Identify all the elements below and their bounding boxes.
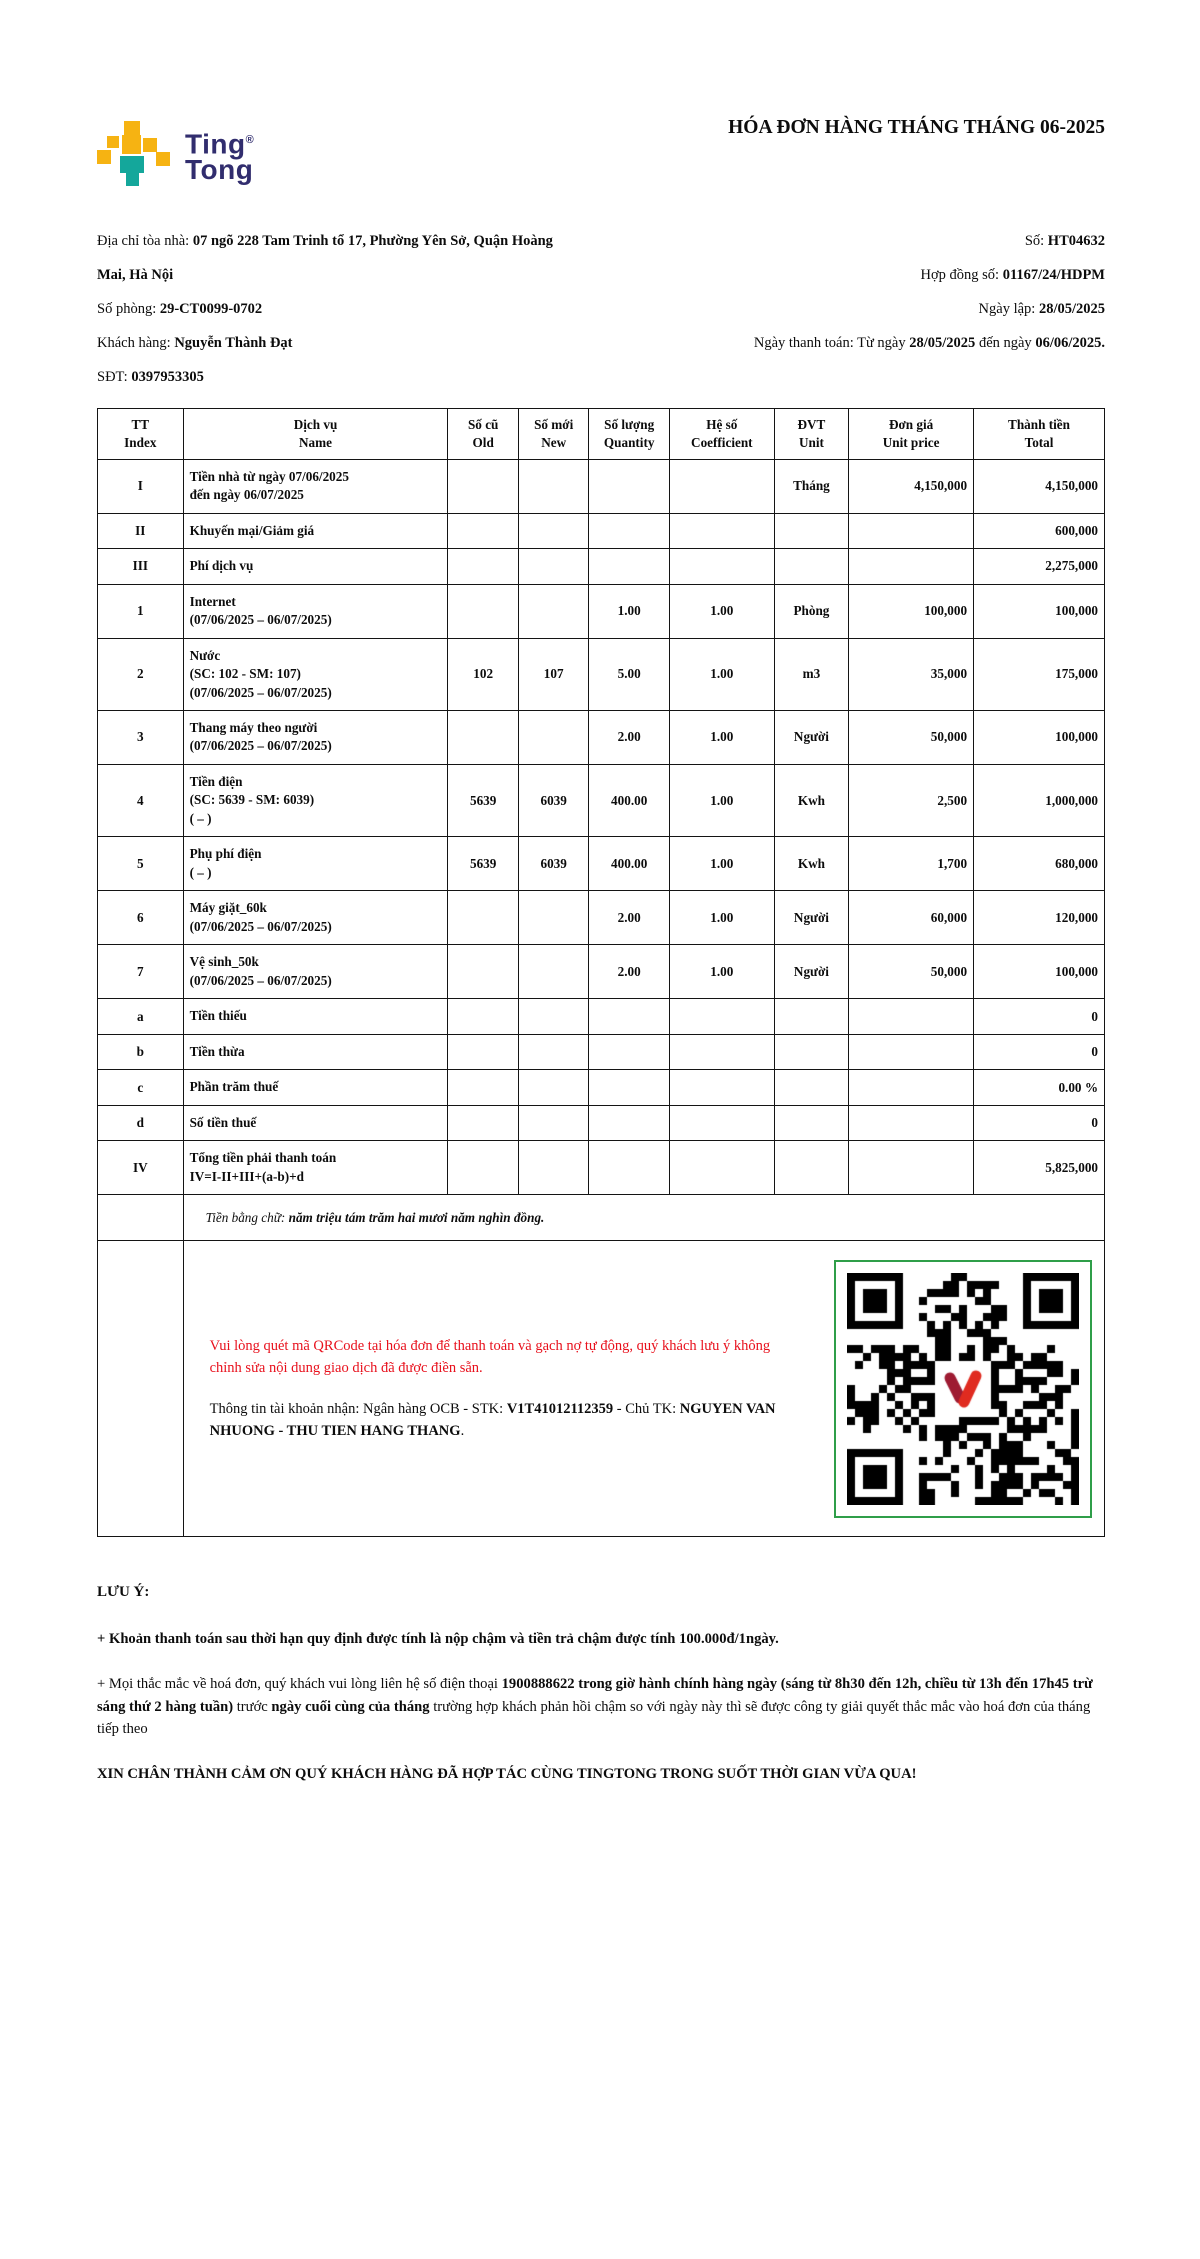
cell-coefficient: 1.00: [669, 837, 774, 891]
cell-unit-price: [849, 1141, 974, 1195]
cell-coefficient: [669, 549, 774, 584]
brand-line1: Ting: [185, 128, 246, 160]
info-line: [97, 360, 582, 394]
cell-quantity: 2.00: [589, 710, 670, 764]
payment-instructions: [194, 1335, 779, 1443]
cell-new: [518, 1105, 588, 1140]
cell-quantity: [589, 1034, 670, 1069]
cell-unit: [774, 1105, 849, 1140]
cell-new: [518, 999, 588, 1034]
cell-new: [518, 584, 588, 638]
cell-quantity: 5.00: [589, 638, 670, 710]
customer-info: [97, 224, 582, 394]
cell-coefficient: [669, 1070, 774, 1105]
cell-unit-price: 2,500: [849, 764, 974, 836]
footer-notes: [97, 1581, 1105, 1867]
cell-unit-price: 50,000: [849, 710, 974, 764]
cell-name: Phụ phí điện ( – ): [183, 837, 448, 891]
cell-new: [518, 513, 588, 548]
cell-coefficient: [669, 1105, 774, 1140]
cell-index: 6: [98, 891, 184, 945]
cell-name: Tiền thừa: [183, 1034, 448, 1069]
cell-unit: Kwh: [774, 837, 849, 891]
text-segment: NGUYEN VAN NHUONG - THU TIEN HANG THANG: [209, 1400, 776, 1440]
empty-cell: [98, 1195, 184, 1241]
column-header: Thành tiền Total: [974, 409, 1105, 460]
text-segment: Số phòng:: [97, 301, 160, 317]
cell-new: 6039: [518, 764, 588, 836]
cell-quantity: 1.00: [589, 584, 670, 638]
cell-index: III: [98, 549, 184, 584]
qr-cell: [183, 1241, 1104, 1537]
cell-old: [448, 945, 518, 999]
invoice-title: HÓA ĐƠN HÀNG THÁNG THÁNG 06-2025: [728, 117, 1105, 138]
text-segment: Ngày thanh toán: Từ ngày: [753, 335, 910, 351]
cell-coefficient: 1.00: [669, 584, 774, 638]
cell-name: Tiền thiếu: [183, 999, 448, 1034]
cell-old: [448, 1141, 518, 1195]
cell-unit: [774, 1034, 849, 1069]
cell-unit-price: [849, 549, 974, 584]
qr-warning-text: Vui lòng quét mã QRCode tại hóa đơn để thanh toán và gạch nợ tự động, quý khách lưu ý không chỉnh sửa nội dung giao dịch đã được điền sẵn.: [209, 1337, 771, 1377]
cell-name: Tiền nhà từ ngày 07/06/2025 đến ngày 06/07/2025: [183, 459, 448, 513]
text-segment: Hợp đồng số:: [920, 267, 1003, 283]
cell-total: 0: [974, 1034, 1105, 1069]
cell-index: 2: [98, 638, 184, 710]
hotline-note: [97, 1673, 1105, 1741]
cell-unit-price: [849, 513, 974, 548]
cell-coefficient: 1.00: [669, 638, 774, 710]
cell-unit: Người: [774, 891, 849, 945]
text-segment: trước: [233, 1698, 272, 1715]
text-segment: Tiền bằng chữ:: [205, 1209, 289, 1225]
cell-index: a: [98, 999, 184, 1034]
text-segment: Thông tin tài khoản nhận: Ngân hàng OCB - STK:: [209, 1400, 507, 1417]
column-header: Hệ số Coefficient: [669, 409, 774, 460]
cell-total: 600,000: [974, 513, 1105, 548]
text-segment: Địa chỉ tòa nhà:: [97, 233, 193, 249]
cell-total: 680,000: [974, 837, 1105, 891]
cell-new: [518, 710, 588, 764]
text-segment: 01167/24/HDPM: [1002, 267, 1105, 283]
table-row: [98, 513, 1105, 548]
cell-index: IV: [98, 1141, 184, 1195]
cell-new: [518, 891, 588, 945]
cell-new: [518, 1141, 588, 1195]
cell-unit: [774, 549, 849, 584]
cell-old: [448, 549, 518, 584]
amount-in-words: [190, 1210, 1098, 1226]
cell-unit-price: 4,150,000: [849, 459, 974, 513]
table-header: [98, 409, 1105, 460]
text-segment: đến ngày: [975, 335, 1036, 351]
table-row: [98, 638, 1105, 710]
table-row: [98, 837, 1105, 891]
cell-unit: m3: [774, 638, 849, 710]
cell-old: [448, 513, 518, 548]
info-line: [635, 292, 1105, 326]
cell-name: Phần trăm thuế: [183, 1070, 448, 1105]
cell-coefficient: [669, 1141, 774, 1195]
text-segment: HT04632: [1047, 233, 1105, 249]
cell-new: [518, 945, 588, 999]
cell-quantity: 2.00: [589, 945, 670, 999]
cell-quantity: [589, 1141, 670, 1195]
cell-old: [448, 891, 518, 945]
cell-old: [448, 584, 518, 638]
cell-name: Internet (07/06/2025 – 06/07/2025): [183, 584, 448, 638]
cell-new: 6039: [518, 837, 588, 891]
cell-unit: [774, 513, 849, 548]
qr-row: [98, 1241, 1105, 1537]
text-segment: Số:: [1024, 233, 1048, 249]
cell-total: 100,000: [974, 584, 1105, 638]
notes-heading: LƯU Ý:: [97, 1584, 150, 1601]
table-row: [98, 999, 1105, 1034]
cell-name: Số tiền thuế: [183, 1105, 448, 1140]
cell-index: d: [98, 1105, 184, 1140]
cell-quantity: 400.00: [589, 764, 670, 836]
table-row: [98, 459, 1105, 513]
table-row: [98, 584, 1105, 638]
late-payment-note: + Khoản thanh toán sau thời hạn quy định được tính là nộp chậm và tiền trả chậm được tính 100.000đ/1ngày.: [97, 1631, 779, 1648]
cell-new: [518, 459, 588, 513]
cell-index: 4: [98, 764, 184, 836]
cell-total: 5,825,000: [974, 1141, 1105, 1195]
cell-quantity: [589, 999, 670, 1034]
cell-unit-price: 50,000: [849, 945, 974, 999]
text-segment: ngày cuối cùng của tháng: [271, 1698, 430, 1715]
tingtong-logo-icon: [97, 121, 171, 189]
cell-new: [518, 549, 588, 584]
cell-unit: [774, 1141, 849, 1195]
text-segment: 29-CT0099-0702: [159, 301, 263, 317]
table-row: [98, 549, 1105, 584]
thank-you-note: XIN CHÂN THÀNH CẢM ƠN QUÝ KHÁCH HÀNG ĐÃ HỢP TÁC CÙNG TINGTONG TRONG SUỐT THỜI GIAN VỪA QUA!: [97, 1765, 917, 1782]
table-row: [98, 1105, 1105, 1140]
cell-index: 3: [98, 710, 184, 764]
cell-total: 1,000,000: [974, 764, 1105, 836]
column-header: Đơn giá Unit price: [849, 409, 974, 460]
cell-old: 102: [448, 638, 518, 710]
cell-quantity: [589, 459, 670, 513]
cell-old: [448, 999, 518, 1034]
cell-index: 5: [98, 837, 184, 891]
text-segment: 07 ngõ 228 Tam Trinh tổ 17, Phường Yên Sở, Quận Hoàng Mai, Hà Nội: [97, 233, 553, 283]
invoice-table: [97, 408, 1105, 1537]
cell-coefficient: 1.00: [669, 764, 774, 836]
cell-old: [448, 1105, 518, 1140]
amount-in-words-cell: [183, 1195, 1104, 1241]
cell-new: 107: [518, 638, 588, 710]
text-segment: 0397953305: [131, 369, 204, 385]
text-segment: 06/06/2025.: [1035, 335, 1105, 351]
info-line: [97, 326, 582, 360]
text-segment: 28/05/2025: [909, 335, 976, 351]
cell-total: 175,000: [974, 638, 1105, 710]
cell-name: Phí dịch vụ: [183, 549, 448, 584]
column-header: TT Index: [98, 409, 184, 460]
cell-new: [518, 1034, 588, 1069]
cell-total: 0: [974, 1105, 1105, 1140]
cell-name: Thang máy theo người (07/06/2025 – 06/07/2025): [183, 710, 448, 764]
info-line: [635, 258, 1105, 292]
cell-unit-price: [849, 1034, 974, 1069]
column-header: Số lượng Quantity: [589, 409, 670, 460]
cell-coefficient: [669, 999, 774, 1034]
cell-quantity: [589, 549, 670, 584]
table-header-row: [98, 409, 1105, 460]
cell-coefficient: [669, 513, 774, 548]
cell-index: b: [98, 1034, 184, 1069]
text-segment: năm triệu tám trăm hai mươi năm nghìn đồng.: [288, 1209, 545, 1225]
tingtong-logo: [97, 112, 254, 198]
bank-account-text: [210, 1398, 779, 1443]
column-header: Số cũ Old: [448, 409, 518, 460]
column-header: Số mới New: [518, 409, 588, 460]
cell-index: c: [98, 1070, 184, 1105]
cell-total: 4,150,000: [974, 459, 1105, 513]
text-segment: .: [460, 1423, 465, 1440]
info-line: [635, 224, 1105, 258]
text-segment: Nguyễn Thành Đạt: [174, 335, 293, 351]
cell-coefficient: 1.00: [669, 710, 774, 764]
cell-index: II: [98, 513, 184, 548]
text-segment: V1T41012112359: [506, 1400, 614, 1417]
cell-index: 7: [98, 945, 184, 999]
cell-total: 100,000: [974, 710, 1105, 764]
cell-unit-price: 1,700: [849, 837, 974, 891]
text-segment: + Mọi thắc mắc về hoá đơn, quý khách vui lòng liên hệ số điện thoại: [97, 1676, 502, 1693]
cell-name: Vệ sinh_50k (07/06/2025 – 06/07/2025): [183, 945, 448, 999]
cell-quantity: [589, 1070, 670, 1105]
cell-name: Máy giặt_60k (07/06/2025 – 06/07/2025): [183, 891, 448, 945]
cell-unit-price: [849, 1105, 974, 1140]
column-header: ĐVT Unit: [774, 409, 849, 460]
column-header: Dịch vụ Name: [183, 409, 448, 460]
cell-unit-price: 35,000: [849, 638, 974, 710]
cell-unit: Tháng: [774, 459, 849, 513]
cell-unit: [774, 999, 849, 1034]
cell-quantity: 2.00: [589, 891, 670, 945]
table-row: [98, 1034, 1105, 1069]
invoice-info: [97, 224, 1105, 394]
text-segment: Ngày lập:: [978, 301, 1039, 317]
cell-coefficient: [669, 459, 774, 513]
qr-code-frame: [834, 1260, 1092, 1518]
cell-new: [518, 1070, 588, 1105]
cell-coefficient: [669, 1034, 774, 1069]
cell-old: [448, 1034, 518, 1069]
table-row: [98, 1070, 1105, 1105]
table-row: [98, 710, 1105, 764]
registered-mark: ®: [245, 133, 255, 146]
brand-line2: Tong: [185, 154, 254, 186]
cell-name: Tổng tiền phải thanh toán IV=I-II+III+(a-b)+d: [183, 1141, 448, 1195]
text-segment: 1900888622 trong giờ hành chính hàng ngày (sáng từ 8h30 đến 12h, chiều từ 13h đến 17h45 trừ sáng thứ 2 hàng tuần): [97, 1676, 1093, 1715]
payment-qr-code: [847, 1273, 1079, 1505]
info-line: [635, 326, 1105, 360]
cell-total: 100,000: [974, 945, 1105, 999]
cell-old: 5639: [448, 837, 518, 891]
text-segment: trường hợp khách phản hồi chậm so với ngày này thì sẽ được công ty giải quyết thắc mắc vào hoá đơn của tháng tiếp theo: [97, 1698, 1091, 1738]
cell-unit-price: 100,000: [849, 584, 974, 638]
text-segment: SĐT:: [97, 369, 132, 385]
cell-quantity: 400.00: [589, 837, 670, 891]
info-line: [97, 292, 582, 326]
invoice-meta: [635, 224, 1105, 394]
cell-quantity: [589, 513, 670, 548]
info-line: [97, 224, 582, 292]
cell-quantity: [589, 1105, 670, 1140]
cell-unit-price: 60,000: [849, 891, 974, 945]
cell-total: 120,000: [974, 891, 1105, 945]
empty-cell: [98, 1241, 184, 1537]
cell-coefficient: 1.00: [669, 891, 774, 945]
table-row: [98, 891, 1105, 945]
cell-total: 0: [974, 999, 1105, 1034]
table-row: [98, 945, 1105, 999]
cell-index: I: [98, 459, 184, 513]
cell-name: Nước (SC: 102 - SM: 107) (07/06/2025 – 06/07/2025): [183, 638, 448, 710]
cell-old: [448, 710, 518, 764]
cell-unit: Phòng: [774, 584, 849, 638]
cell-unit: Người: [774, 945, 849, 999]
cell-unit: Người: [774, 710, 849, 764]
cell-old: [448, 459, 518, 513]
brand-name: [185, 127, 255, 186]
cell-total: 2,275,000: [974, 549, 1105, 584]
cell-unit-price: [849, 1070, 974, 1105]
cell-old: [448, 1070, 518, 1105]
text-segment: - Chủ TK:: [613, 1400, 680, 1417]
table-row: [98, 1141, 1105, 1195]
cell-unit: Kwh: [774, 764, 849, 836]
cell-name: Tiền điện (SC: 5639 - SM: 6039) ( – ): [183, 764, 448, 836]
invoice-header: [97, 112, 1105, 198]
table-row: [98, 764, 1105, 836]
cell-coefficient: 1.00: [669, 945, 774, 999]
cell-old: 5639: [448, 764, 518, 836]
cell-unit-price: [849, 999, 974, 1034]
cell-name: Khuyến mại/Giảm giá: [183, 513, 448, 548]
text-segment: Khách hàng:: [97, 335, 175, 351]
cell-index: 1: [98, 584, 184, 638]
cell-total: 0.00 %: [974, 1070, 1105, 1105]
text-segment: 28/05/2025: [1038, 301, 1105, 317]
cell-unit: [774, 1070, 849, 1105]
amount-in-words-row: [98, 1195, 1105, 1241]
